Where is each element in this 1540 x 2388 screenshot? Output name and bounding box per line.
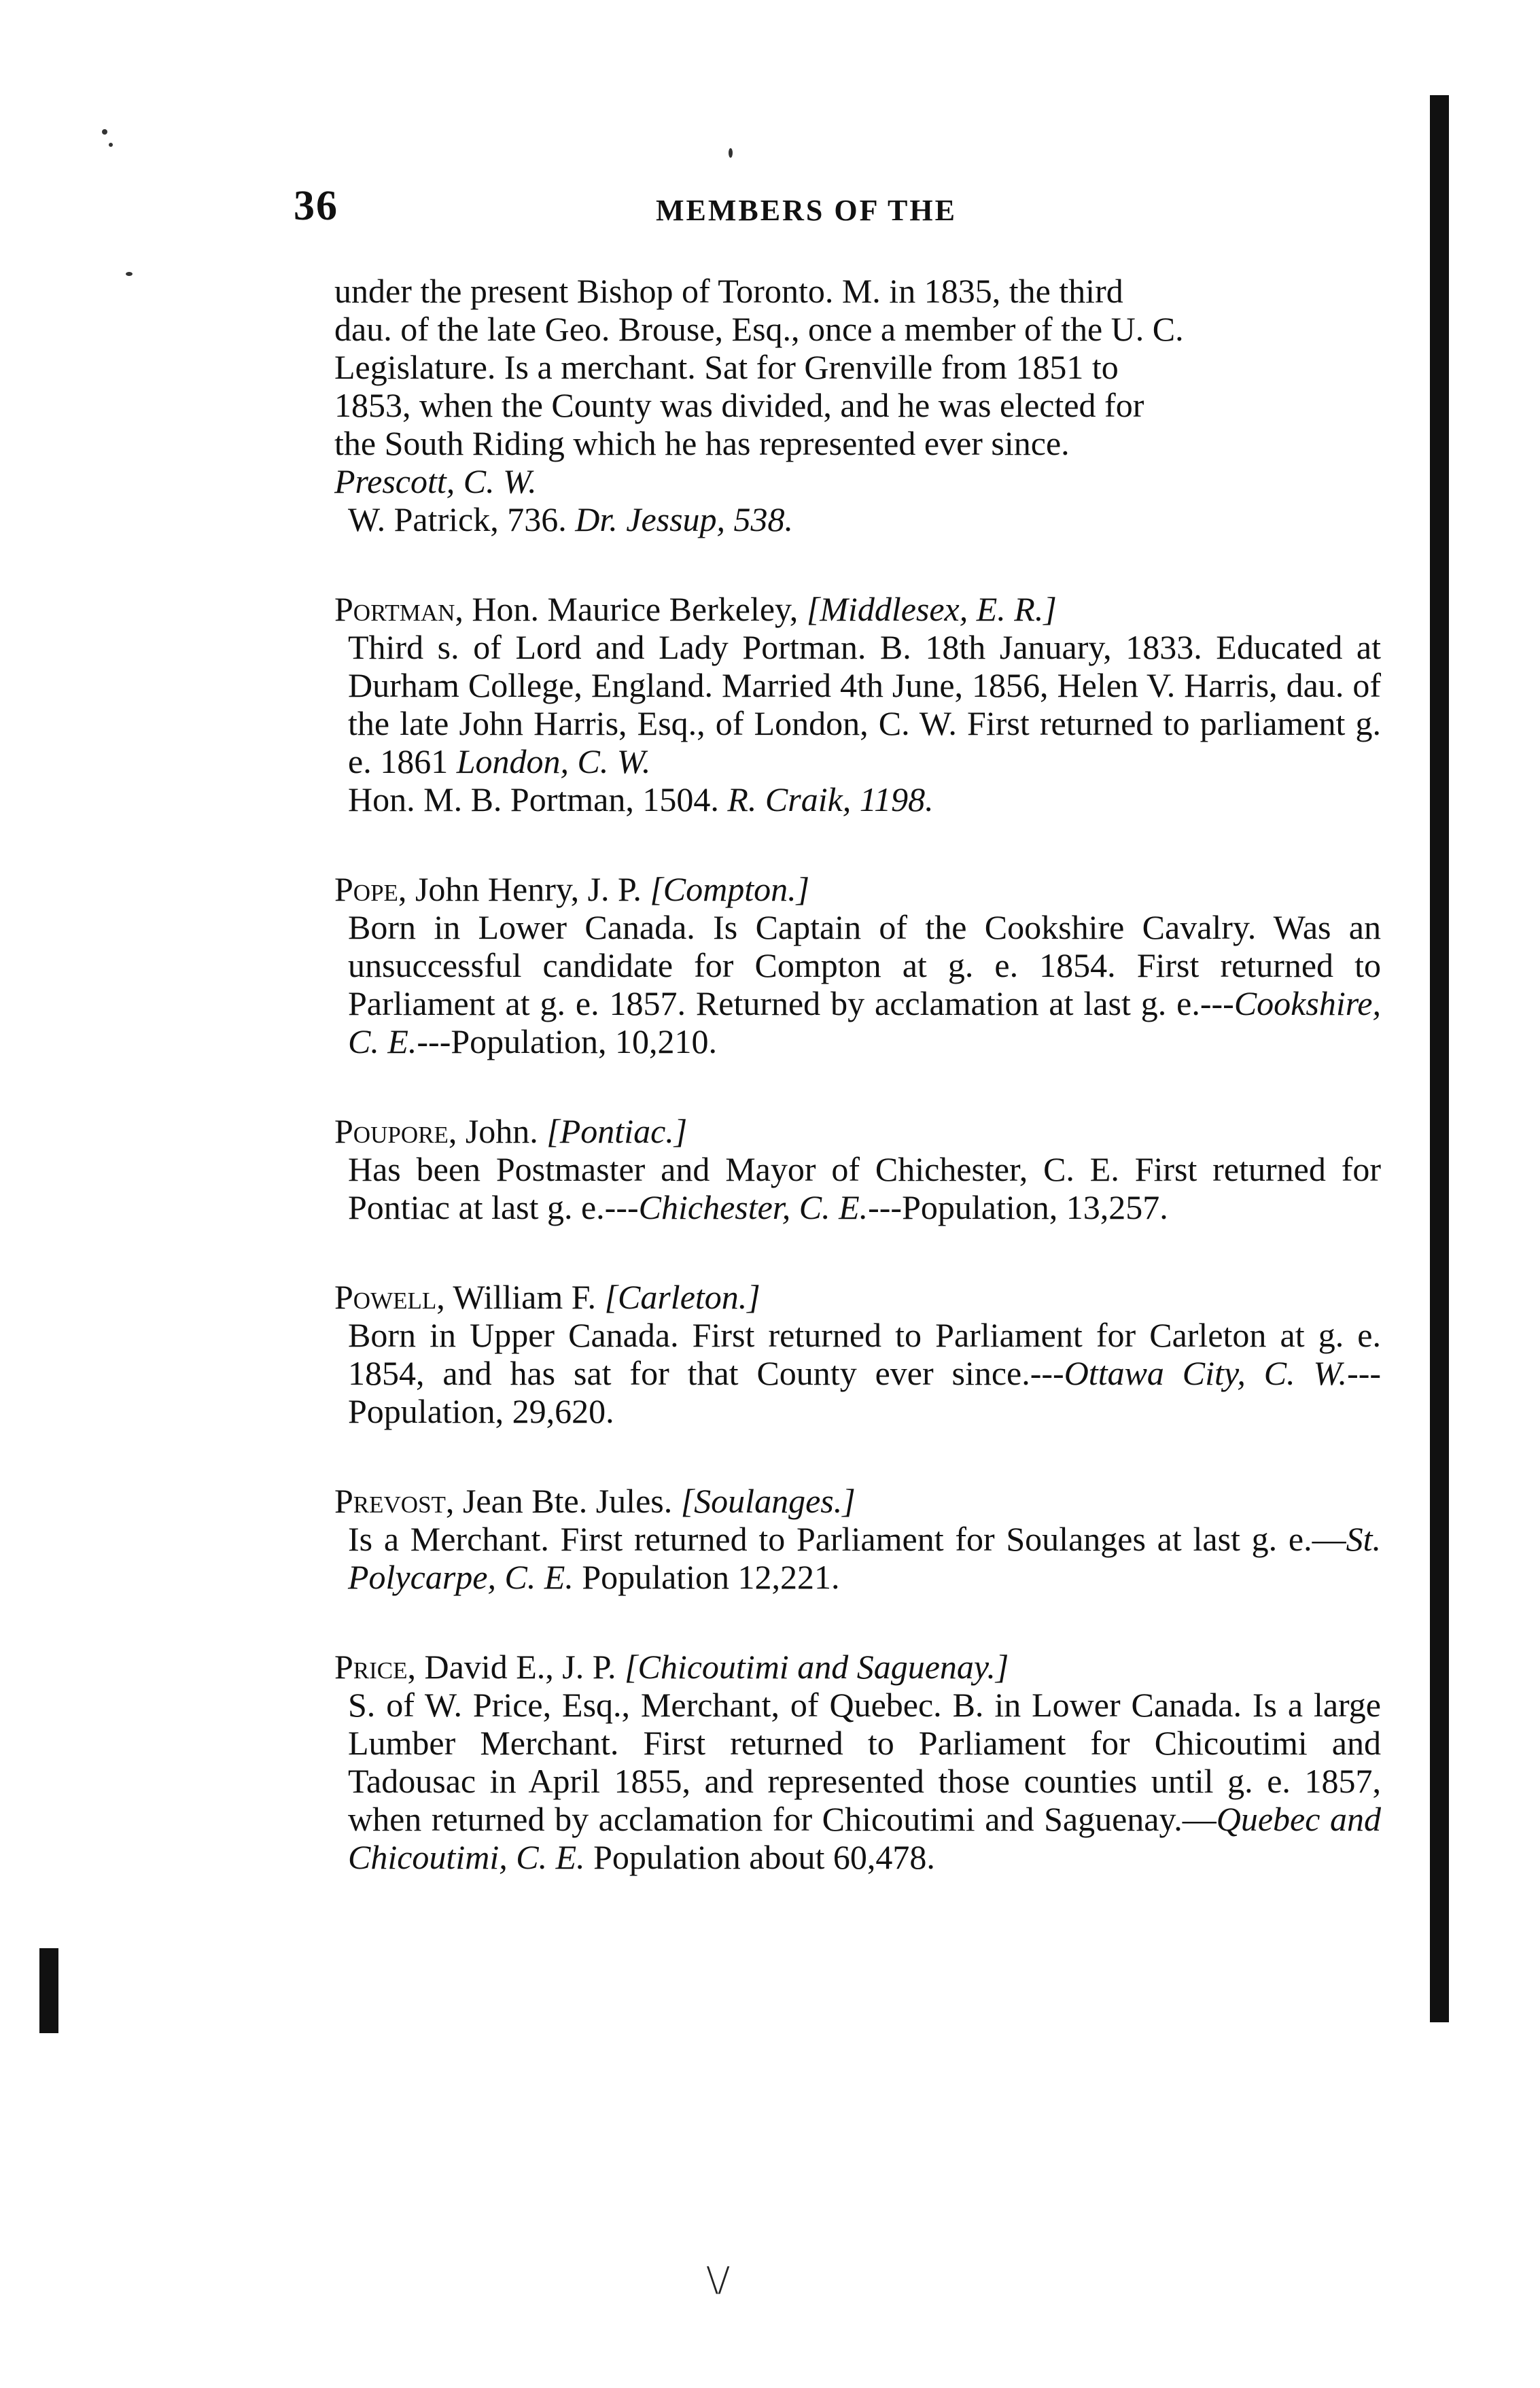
address: St. Polycarpe, C. E.	[348, 1520, 1381, 1596]
population: ---Population, 10,210.	[417, 1022, 718, 1060]
continuation-line: Legislature. Is a merchant. Sat for Grenville from 1851 to	[334, 348, 1119, 386]
constituency: [Pontiac.]	[546, 1112, 688, 1150]
member-entry-pope	[334, 870, 1381, 1060]
member-entry-price	[334, 1648, 1381, 1876]
scan-speck	[729, 148, 733, 158]
entry-body: Is a Merchant. First returned to Parliament for Soulanges at last g. e.—	[348, 1520, 1346, 1558]
population: Population about 60,478.	[584, 1838, 935, 1876]
entry-heading	[334, 1482, 1381, 1520]
member-entry-portman	[334, 590, 1381, 818]
footer-marks: \/	[707, 2257, 730, 2302]
constituency: [Chicoutimi and Saguenay.]	[625, 1648, 1009, 1686]
entry-heading	[334, 1648, 1381, 1686]
member-name: John Henry, J. P.	[415, 870, 642, 908]
reference-a: W. Patrick, 736.	[348, 500, 567, 538]
page-number: 36	[294, 183, 338, 229]
member-entry-prevost	[334, 1482, 1381, 1596]
member-surname: Powell,	[334, 1278, 445, 1316]
running-head: MEMBERS OF THE	[656, 194, 957, 227]
continuation-entry	[334, 272, 1381, 538]
member-name: Hon. Maurice Berkeley,	[472, 590, 799, 628]
address: Chichester, C. E.	[638, 1188, 869, 1226]
scan-edge-bar	[1430, 95, 1449, 2022]
entry-body: Has been Postmaster and Mayor of Chichester, C. E. First returned for Pontiac at last g. e.---	[348, 1150, 1381, 1226]
scan-speck	[109, 143, 113, 147]
member-entry-powell	[334, 1278, 1381, 1430]
population: ---Population, 29,620.	[348, 1354, 1382, 1430]
entry-heading	[334, 870, 1381, 908]
reference-line	[334, 780, 1381, 818]
member-name: John.	[465, 1112, 538, 1150]
address: Ottawa City, C. W.	[1064, 1354, 1348, 1392]
reference-a: Hon. M. B. Portman, 1504.	[348, 780, 719, 818]
member-entry-poupore	[334, 1112, 1381, 1226]
member-name: William F.	[453, 1278, 597, 1316]
constituency: [Carleton.]	[604, 1278, 760, 1316]
entry-heading	[334, 590, 1381, 628]
entry-heading	[334, 1278, 1381, 1316]
entry-body: Born in Lower Canada. Is Captain of the Cookshire Cavalry. Was an unsuccessful candidate for Compton at g. e. 1854. First returned to Parliament at g. e. 1857. Returned by acclamation at last g. e.---	[348, 908, 1381, 1022]
continuation-line: dau. of the late Geo. Brouse, Esq., once a member of the U. C.	[334, 310, 1184, 348]
population: ---Population, 13,257.	[868, 1188, 1168, 1226]
reference-line	[334, 500, 1381, 538]
reference-b: Dr. Jessup, 538.	[575, 500, 794, 538]
text-block	[334, 272, 1381, 1928]
entry-heading	[334, 1112, 1381, 1150]
member-name: David E., J. P.	[424, 1648, 616, 1686]
address: Cookshire, C. E.	[348, 984, 1381, 1060]
continuation-line: under the present Bishop of Toronto. M. in 1835, the third	[334, 272, 1123, 310]
entry-body: S. of W. Price, Esq., Merchant, of Quebec. B. in Lower Canada. Is a large Lumber Merchant. First returned to Parliament for Chicoutimi and Tadousac in April 1855, and represented those counties until g. e. 1857, when returned by acclamation for Chicoutimi and Saguenay.—	[348, 1686, 1381, 1838]
address: London, C. W.	[456, 742, 651, 780]
entry-body: Third s. of Lord and Lady Portman. B. 18th January, 1833. Educated at Durham College, England. Married 4th June, 1856, Helen V. Harris, dau. of the late John Harris, Esq., of London, C. W. First returned to parliament g. e. 1861	[348, 628, 1381, 780]
scan-speck	[126, 272, 133, 276]
continuation-line: the South Riding which he has represented ever since.	[334, 424, 1070, 462]
scan-speck	[102, 129, 107, 135]
constituency: [Soulanges.]	[680, 1482, 856, 1520]
member-surname: Prevost,	[334, 1482, 455, 1520]
constituency: [Middlesex, E. R.]	[806, 590, 1057, 628]
member-surname: Portman,	[334, 590, 463, 628]
member-surname: Price,	[334, 1648, 417, 1686]
reference-b: R. Craik, 1198.	[727, 780, 934, 818]
member-surname: Pope,	[334, 870, 407, 908]
constituency: [Compton.]	[650, 870, 810, 908]
scan-registration-mark	[39, 1948, 58, 2033]
population: Population 12,221.	[573, 1558, 840, 1596]
continuation-line: 1853, when the County was divided, and he was elected for	[334, 386, 1144, 424]
address: Quebec and Chicoutimi, C. E.	[348, 1800, 1381, 1876]
member-surname: Poupore,	[334, 1112, 457, 1150]
address: Prescott, C. W.	[334, 462, 537, 500]
member-name: Jean Bte. Jules.	[462, 1482, 673, 1520]
entry-body: Born in Upper Canada. First returned to Parliament for Carleton at g. e. 1854, and has sat for that County ever since.---	[348, 1316, 1381, 1392]
